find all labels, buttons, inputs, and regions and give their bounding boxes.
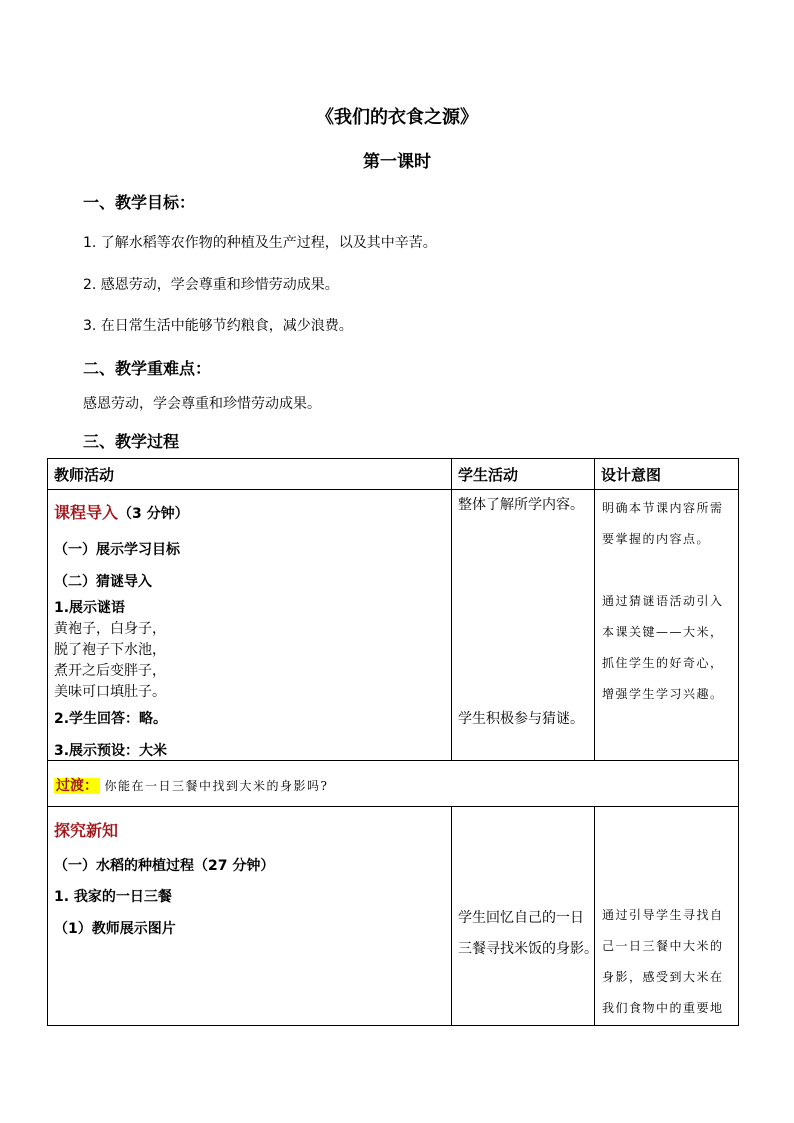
riddle-line: 煮开之后变胖子， xyxy=(54,663,166,679)
explore-design-cell xyxy=(595,807,739,1026)
objectives-heading: 一、教学目标： xyxy=(83,193,196,212)
explore-item: 1. 我家的一日三餐 xyxy=(54,889,172,905)
explore-item: （1）教师展示图片 xyxy=(54,921,176,937)
design-line: 通过引导学生寻找自 xyxy=(602,908,724,922)
design-line: 明确本节课内容所需 xyxy=(602,501,724,515)
student-activity: 整体了解所学内容。 xyxy=(458,497,584,513)
riddle-line: 脱了袍子下水池， xyxy=(54,642,166,658)
intro-student-cell xyxy=(452,490,595,761)
key-points-heading: 二、教学重难点： xyxy=(83,359,212,378)
student-activity: 学生回忆自己的一日 xyxy=(458,910,584,926)
explore-teacher-cell xyxy=(48,807,452,1026)
riddle-line: 美味可口填肚子。 xyxy=(54,684,166,700)
design-line: 增强学生学习兴趣。 xyxy=(602,687,724,701)
objective-item: 3. 在日常生活中能够节约粮食，减少浪费。 xyxy=(83,318,353,334)
header-teacher: 教师活动 xyxy=(48,459,452,490)
explore-student-cell xyxy=(452,807,598,1026)
lesson-subtitle: 第一课时 xyxy=(363,152,431,172)
explore-item: （一）水稻的种植过程（27 分钟） xyxy=(54,858,275,874)
transition-text: 你能在一日三餐中找到大米的身影吗? xyxy=(104,779,329,793)
intro-teacher-cell xyxy=(48,490,452,761)
intro-time: （3 分钟） xyxy=(118,506,189,522)
design-line: 通过猜谜语活动引入 xyxy=(602,594,724,608)
design-line: 己一日三餐中大米的 xyxy=(602,939,724,953)
riddle-step: 1.展示谜语 xyxy=(54,600,126,616)
transition-cell xyxy=(48,761,739,807)
design-line: 我们食物中的重要地 xyxy=(602,1001,724,1015)
student-activity: 三餐寻找米饭的身影。 xyxy=(458,941,598,957)
design-line: 身影，感受到大米在 xyxy=(602,970,724,984)
objective-item: 2. 感恩劳动，学会尊重和珍惜劳动成果。 xyxy=(83,277,339,293)
lesson-process-table xyxy=(47,458,739,1026)
process-heading: 三、教学过程 xyxy=(83,432,180,451)
transition-label: 过渡： xyxy=(56,778,98,794)
key-points-text: 感恩劳动，学会尊重和珍惜劳动成果。 xyxy=(83,396,321,412)
document-title: 《我们的衣食之源》 xyxy=(316,107,478,128)
design-line: 要掌握的内容点。 xyxy=(602,532,711,546)
explore-title: 探究新知 xyxy=(54,821,119,840)
design-line: 抓住学生的好奇心， xyxy=(602,656,724,670)
intro-design-cell xyxy=(595,490,739,761)
intro-title: 课程导入 xyxy=(54,503,119,522)
student-activity: 学生积极参与猜谜。 xyxy=(458,711,584,727)
design-line: 本课关键——大米， xyxy=(602,625,724,639)
header-student: 学生活动 xyxy=(452,459,595,490)
objective-item: 1. 了解水稻等农作物的种植及生产过程，以及其中辛苦。 xyxy=(83,235,437,251)
riddle-line: 黄袍子，白身子， xyxy=(54,621,166,637)
answer-step: 2.学生回答：略。 xyxy=(54,711,168,727)
header-design: 设计意图 xyxy=(595,459,739,490)
preset-step: 3.展示预设：大米 xyxy=(54,743,168,759)
intro-item-goals: （一）展示学习目标 xyxy=(54,542,180,558)
intro-item-riddle: （二）猜谜导入 xyxy=(54,574,152,590)
